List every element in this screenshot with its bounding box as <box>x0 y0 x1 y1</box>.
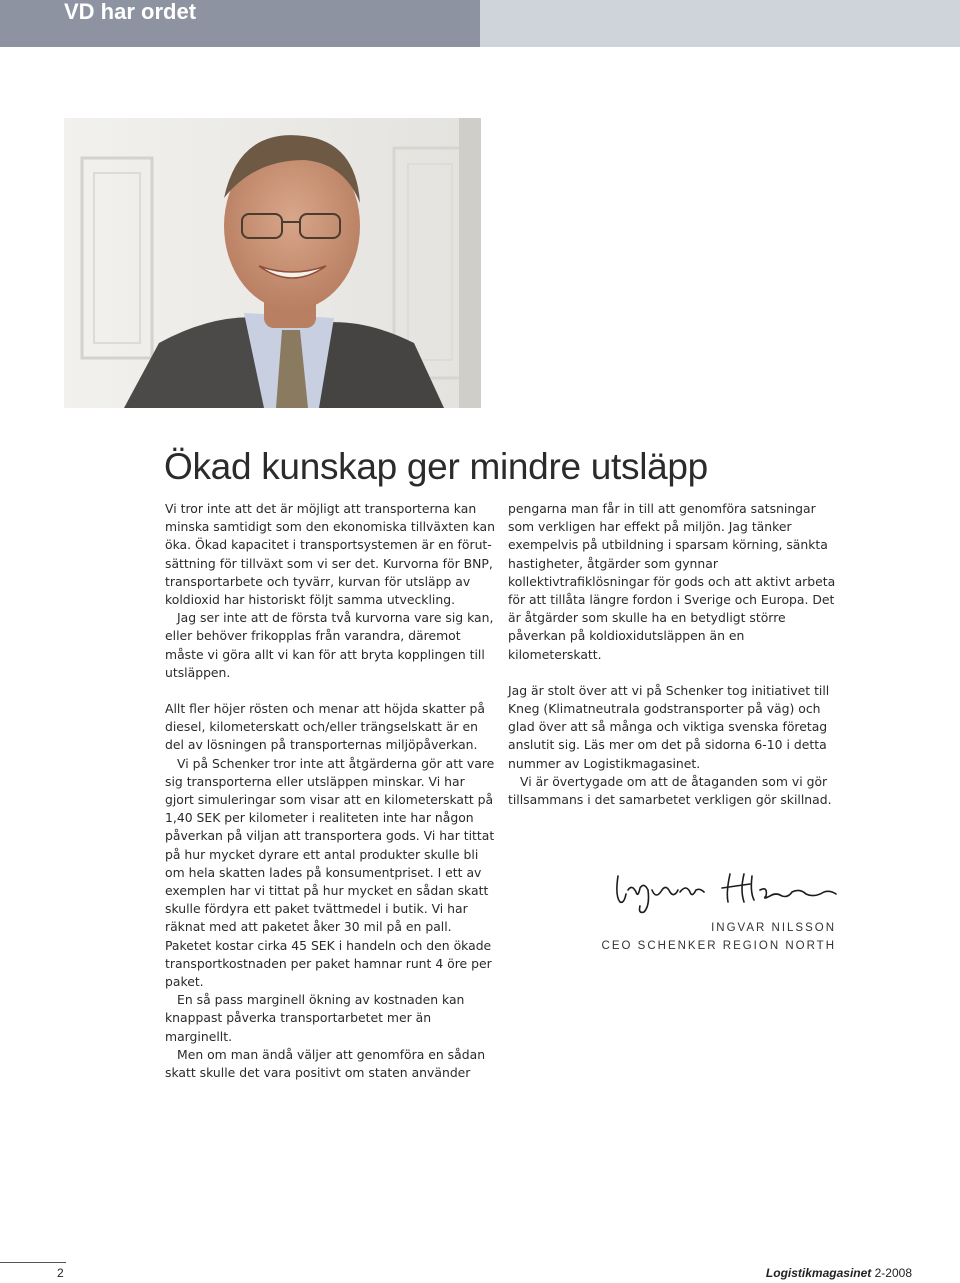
paragraph: Vi på Schenker tror inte att åtgärderna gör att vare sig transporterna eller utsläppen minskar. Vi har gjort simuleringar som visar att en kilometerskatt på 1,40 SEK per kilometer i realiteten inte har någon påverkan på viljan att transportera gods. Vi har tittat på hur mycket dyrare ett antal produkter skulle bli om hela skatten lades på konsumentpriset. I ett av exemplen har vi tittat på hur mycket en sådan skatt skulle fördyra ett paket tvättmedel i butik. Vi har räknat med att paketet åker 30 mil på en pall. Paketet kostar cirka 45 SEK i handeln och den ökade transportkostnaden per paket hamnar runt 4 öre per paket. <box>165 755 495 990</box>
paragraph: En så pass marginell ökning av kostnaden kan knappast påverka transportarbetet mer än marginellt. <box>165 992 465 1044</box>
page-number: 2 <box>57 1266 64 1280</box>
paragraph: Vi tror inte att det är möjligt att transporterna kan minska samtidigt som den ekonomiska tillväxten kan öka. Ökad kapacitet i transportsystemen är en förutsättning för tillväxt som vi ser det. Kurvorna för BNP, transportarbete och tyvärr, kurvan för utsläpp av koldioxid har historiskt följt samma utveckling. <box>165 501 495 608</box>
section-label: VD har ordet <box>64 0 197 24</box>
article-column-left <box>165 500 495 1082</box>
magazine-name: Logistikmagasinet <box>765 1266 872 1280</box>
paragraph: Men om man ändå väljer att genomföra en sådan skatt skulle det vara positivt om staten använder <box>165 1046 486 1081</box>
portrait-illustration <box>64 118 481 408</box>
paragraph: Vi är övertygade om att de åtaganden som vi gör tillsammans i det samarbetet verkligen gör skillnad. <box>508 773 832 808</box>
footer-publication <box>766 1266 912 1280</box>
paragraph: Allt fler höjer rösten och menar att höjda skatter på diesel, kilometerskatt och/eller trängselskatt är en del av lösningen på transporternas miljöpåverkan. <box>165 701 485 753</box>
signatory-name: INGVAR NILSSON <box>711 922 836 934</box>
article-headline: Ökad kunskap ger mindre utsläpp <box>164 446 708 487</box>
paragraph: Jag är stolt över att vi på Schenker tog initiativet till Kneg (Klimatneutrala godstransporter på väg) och glad över att så många och viktiga svenska företag anslutit sig. Läs mer om det på sidorna 6-10 i detta nummer av Logistikmagasinet. <box>508 682 830 771</box>
footer-rule <box>0 1262 66 1263</box>
signatory-title: CEO SCHENKER REGION NORTH <box>601 940 836 952</box>
signature-icon <box>610 866 842 916</box>
article-column-right <box>508 500 838 809</box>
paragraph: pengarna man får in till att genomföra satsningar som verkligen har effekt på miljön. Jag tänker exempelvis på utbildning i sparsam körning, sänkta hastigheter, åtgärder som gynnar kollektivtrafiklösningar för gods och att aktivt arbeta för att tillåta längre fordon i Sverige och Europa. Det är åtgärder som skulle ha en betydligt större påverkan på koldioxidutsläppen än en kilometerskatt. <box>508 501 836 662</box>
issue-number: 2-2008 <box>874 1266 912 1280</box>
handwritten-signature <box>610 866 842 916</box>
paragraph: Jag ser inte att de första två kurvorna vare sig kan, eller behöver frikopplas från varandra, däremot måste vi göra allt vi kan för att bryta kopplingen till utsläppen. <box>165 610 494 680</box>
section-header-band-light <box>480 0 960 47</box>
portrait-photo <box>64 118 481 408</box>
